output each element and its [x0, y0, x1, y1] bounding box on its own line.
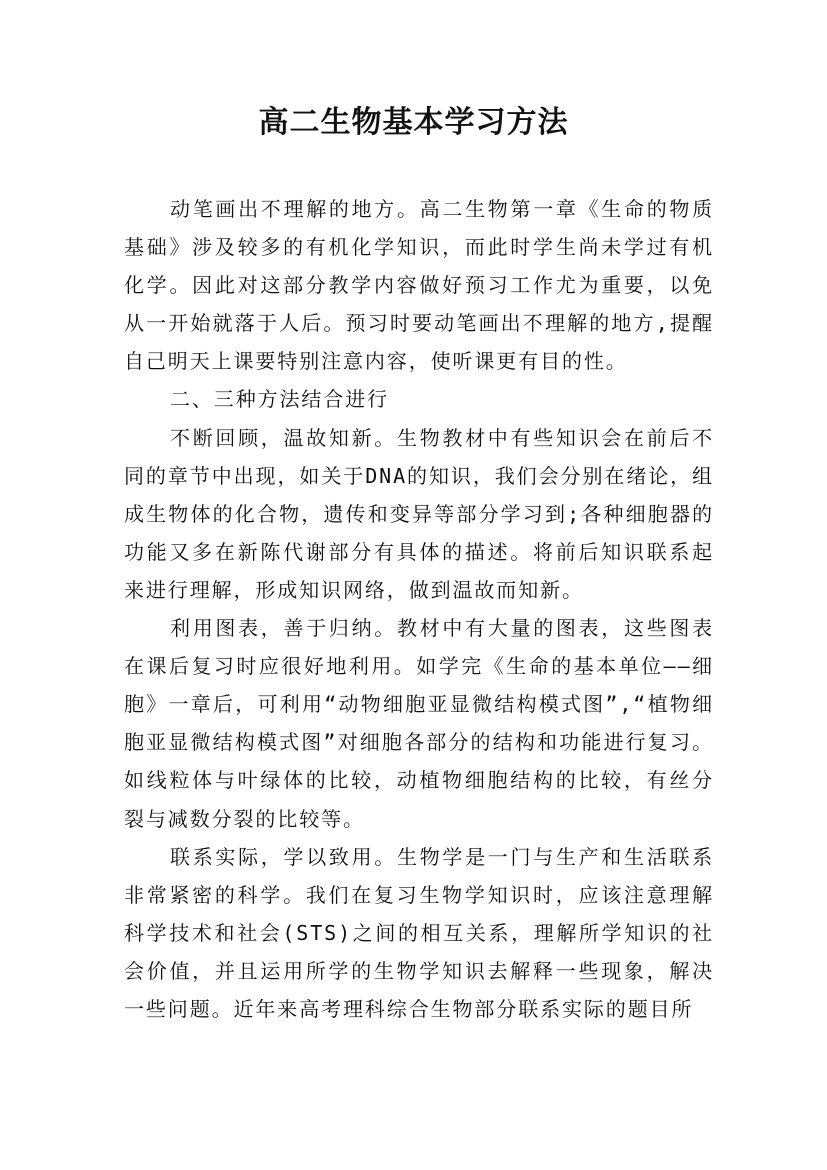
document-body [124, 190, 714, 1028]
paragraph-review: 不断回顾，温故知新。生物教材中有些知识会在前后不同的章节中出现，如关于DNA的知识，我们会分别在绪论，组成生物体的化合物，遗传和变异等部分学习到;各种细胞器的功能又多在新陈代谢部分有具体的描述。将前后知识联系起来进行理解，形成知识网络，做到温故而知新。 [124, 425, 714, 602]
paragraph-charts: 利用图表，善于归纳。教材中有大量的图表，这些图表在课后复习时应很好地利用。如学完《生命的基本单位——细胞》一章后，可利用“动物细胞亚显微结构模式图”,“植物细胞亚显微结构模式图”对细胞各部分的结构和功能进行复习。如线粒体与叶绿体的比较，动植物细胞结构的比较，有丝分裂与减数分裂的比较等。 [124, 616, 714, 831]
paragraph-preview-tips: 动笔画出不理解的地方。高二生物第一章《生命的物质基础》涉及较多的有机化学知识，而此时学生尚未学过有机化学。因此对这部分教学内容做好预习工作尤为重要，以免从一开始就落于人后。预习时要动笔画出不理解的地方,提醒自己明天上课要特别注意内容，使听课更有目的性。 [124, 197, 714, 374]
section-heading-methods: 二、三种方法结合进行 [170, 387, 389, 412]
paragraph-practice: 联系实际，学以致用。生物学是一门与生产和生活联系非常紧密的科学。我们在复习生物学知识时，应该注意理解科学技术和社会(STS)之间的相互关系，理解所学知识的社会价值，并且运用所学的生物学知识去解释一些现象，解决一些问题。近年来高考理科综合生物部分联系实际的题目所 [124, 844, 714, 1021]
document-title: 高二生物基本学习方法 [258, 105, 569, 140]
